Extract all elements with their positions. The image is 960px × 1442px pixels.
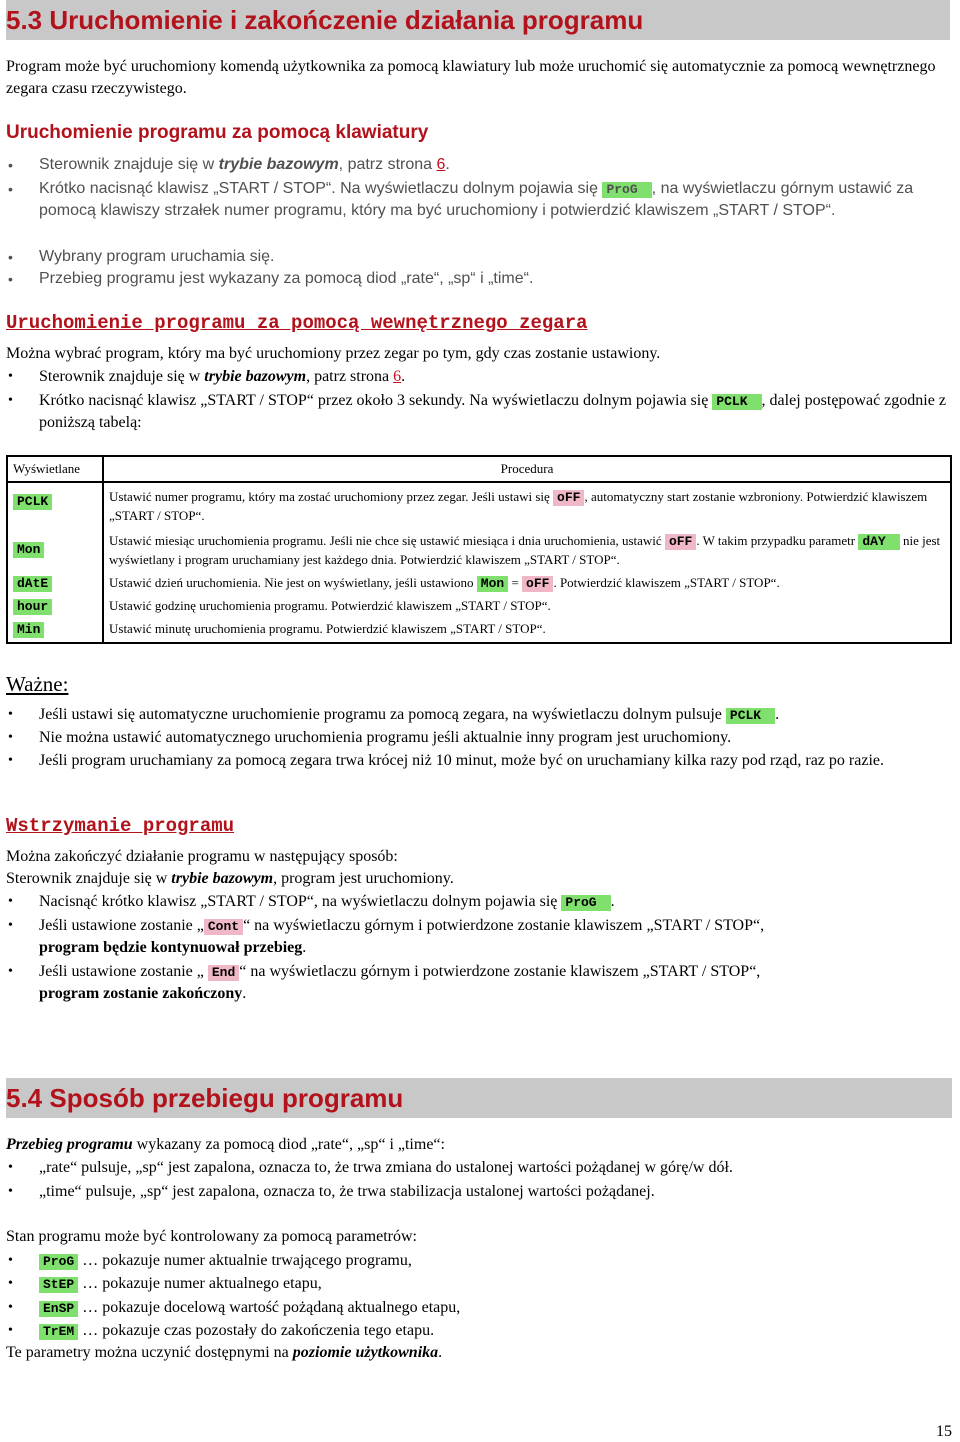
display-segment-min: Min: [13, 622, 44, 638]
display-segment-hour: hour: [13, 599, 52, 615]
display-segment-off: oFF: [665, 534, 696, 550]
przebieg-line: Przebieg programu wykazany za pomocą diod „rate“, „sp“ i „time“:: [6, 1136, 445, 1153]
table-header-row: [7, 456, 951, 482]
display-segment-trem: TrEM: [39, 1324, 78, 1340]
display-segment-prog: ProG: [602, 182, 651, 198]
list-item: • Sterownik znajduje się w trybie bazowym, patrz strona 6.: [39, 366, 405, 388]
display-segment-ensp: EnSP: [39, 1301, 78, 1317]
section-heading-5-3: [6, 0, 950, 40]
section-title: Sposób przebiegu programu: [49, 1083, 404, 1113]
list-item: • „rate“ pulsuje, „sp“ jest zapalona, oznacza to, że trwa zmiana do ustalonej wartości pożądanej w górę/w dół.: [39, 1157, 733, 1179]
przebieg-line: Stan programu może być kontrolowany za pomocą parametrów:: [6, 1228, 417, 1245]
list-item: • StEP … pokazuje numer aktualnego etapu,: [39, 1273, 322, 1295]
section-title: Uruchomienie i zakończenie działania programu: [49, 5, 644, 35]
list-item: • „time“ pulsuje, „sp“ jest zapalona, oznacza to, że trwa stabilizacja ustalonej wartości pożądanej.: [39, 1181, 655, 1203]
display-segment-off: oFF: [522, 576, 553, 592]
display-segment-mon: Mon: [13, 542, 44, 558]
table-row: Min Ustawić minutę uruchomienia programu. Potwierdzić klawiszem „START / STOP“.: [7, 617, 951, 643]
procedure-table: [6, 455, 952, 644]
subheading-keyboard-start: Uruchomienie programu za pomocą klawiatury: [6, 122, 429, 143]
table-row: PCLK Ustawić numer programu, który ma zostać uruchomiony przez zegar. Jeśli ustawi się oFF , automatyczny start zostanie wzbroniony. Potwierdzić klawiszem „START / STOP“.: [7, 482, 951, 527]
table-row: dAtE Ustawić dzień uruchomienia. Nie jest on wyświetlany, jeśli ustawiono Mon = oFF . Potwierdzić klawiszem „START / STOP“.: [7, 571, 951, 594]
clock-intro: Można wybrać program, który ma być uruchomiony przez zegar po tym, gdy czas zostanie ustawiony.: [6, 345, 661, 362]
list-item: • Jeśli ustawione zostanie „ End “ na wyświetlaczu górnym i potwierdzone zostanie klawiszem „START / STOP“, program zostanie zakończony.: [39, 961, 951, 1005]
important-heading: Ważne:: [6, 672, 69, 696]
table-row: hour Ustawić godzinę uruchomienia programu. Potwierdzić klawiszem „START / STOP“.: [7, 594, 951, 617]
intro-paragraph: Program może być uruchomiony komendą użytkownika za pomocą klawiatury lub może uruchomić się automatycznie za pomocą wewnętrznego zegara czasu rzeczywistego.: [6, 58, 936, 97]
section-number: 5.4: [6, 1083, 43, 1113]
display-segment-day: dAY: [858, 534, 899, 550]
list-item: • ProG … pokazuje numer aktualnie trwającego programu,: [39, 1250, 412, 1272]
list-item: • Krótko nacisnąć klawisz „START / STOP“ przez około 3 sekundy. Na wyświetlaczu dolnym pojawia się PCLK , dalej postępować zgodnie z poniższą tabelą:: [39, 390, 951, 434]
subheading-stop-program: Wstrzymanie programu: [6, 815, 235, 837]
display-segment-end: End: [208, 965, 239, 981]
list-item: • Krótko nacisnąć klawisz „START / STOP“. Na wyświetlaczu dolnym pojawia się ProG , na wyświetlaczu górnym ustawić za pomocą klawiszy strzałek numer programu, który ma być uruchomiony i potwierdzić klawiszem „START / STOP“.: [39, 178, 951, 222]
section-number: 5.3: [6, 5, 43, 35]
header-displayed: Wyświetlane: [7, 456, 103, 482]
section-heading-5-4: [6, 1078, 952, 1118]
list-item: • TrEM … pokazuje czas pozostały do zakończenia tego etapu.: [39, 1320, 434, 1342]
display-segment-step: StEP: [39, 1277, 78, 1293]
stop-line: Sterownik znajduje się w trybie bazowym, program jest uruchomiony.: [6, 870, 454, 887]
subheading-clock-start: Uruchomienie programu za pomocą wewnętrznego zegara: [6, 312, 588, 334]
page-link[interactable]: 6: [393, 368, 402, 385]
display-segment-off: oFF: [553, 490, 584, 506]
list-item: • Wybrany program uruchamia się.: [39, 246, 275, 268]
display-segment-prog: ProG: [561, 895, 610, 911]
list-item: • Jeśli ustawione zostanie „ Cont “ na wyświetlaczu górnym i potwierdzone zostanie klawiszem „START / STOP“, program będzie kontynuował przebieg.: [39, 915, 951, 959]
display-segment-pclk: PCLK: [712, 394, 761, 410]
list-item: • Jeśli program uruchamiany za pomocą zegara trwa krócej niż 10 minut, może być on uruchamiany kilka razy pod rząd, raz po razie.: [39, 750, 951, 772]
header-procedure: Procedura: [103, 456, 951, 482]
list-item: • Sterownik znajduje się w trybie bazowym, patrz strona 6.: [39, 154, 450, 176]
display-segment-mon: Mon: [477, 576, 508, 592]
list-item: • EnSP … pokazuje docelową wartość pożądaną aktualnego etapu,: [39, 1297, 460, 1319]
page-number: 15: [936, 1423, 952, 1440]
list-item: • Jeśli ustawi się automatyczne uruchomienie programu za pomocą zegara, na wyświetlaczu dolnym pulsuje PCLK .: [39, 704, 779, 726]
display-segment-date: dAtE: [13, 576, 52, 592]
display-segment-cont: Cont: [204, 919, 243, 935]
display-segment-prog: ProG: [39, 1254, 78, 1270]
stop-line: Można zakończyć działanie programu w następujący sposób:: [6, 848, 398, 865]
table-row: Mon Ustawić miesiąc uruchomienia programu. Jeśli nie chce się ustawić miesiąca i dnia uruchomienia, ustawić oFF . W takim przypadku parametr dAY nie jest wyświetlany i program uruchamiany jest każdego dnia. Potwierdzić klawiszem „START / STOP“.: [7, 527, 951, 571]
display-segment-pclk: PCLK: [726, 708, 775, 724]
list-item: • Nacisnąć krótko klawisz „START / STOP“, na wyświetlaczu dolnym pojawia się ProG .: [39, 891, 615, 913]
przebieg-line: Te parametry można uczynić dostępnymi na poziomie użytkownika.: [6, 1344, 443, 1361]
page-link[interactable]: 6: [436, 156, 446, 173]
list-item: • Przebieg programu jest wykazany za pomocą diod „rate“, „sp“ i „time“.: [39, 268, 533, 290]
list-item: • Nie można ustawić automatycznego uruchomienia programu jeśli aktualnie inny program jest uruchomiony.: [39, 727, 731, 749]
display-segment-pclk: PCLK: [13, 494, 52, 510]
